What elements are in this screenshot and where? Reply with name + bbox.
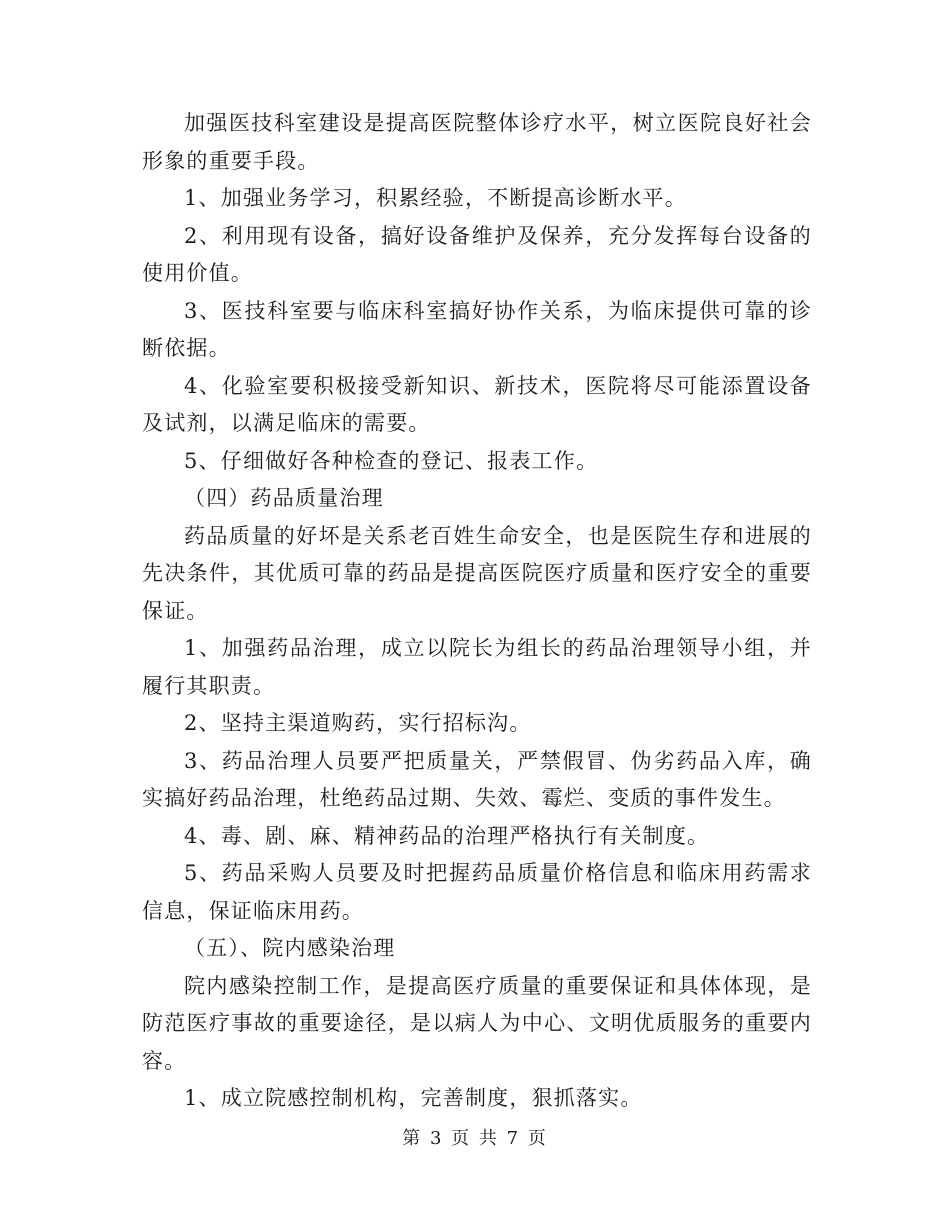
section-heading-5: （五）、院内感染治理	[184, 936, 396, 960]
list-item-2: 2、利用现有设备，搞好设备维护及保养，充分发挥每台设备的使用价值。	[142, 223, 812, 285]
paragraph-infection-control: 院内感染控制工作，是提高医疗质量的重要保证和具体体现，是防范医疗事故的重要途径，是以病人为中心、文明优质服务的重要内容。	[142, 973, 812, 1073]
list-item-2: 2、坚持主渠道购药，实行招标沟。	[184, 711, 532, 735]
list-item-5: 5、仔细做好各种检查的登记、报表工作。	[184, 448, 599, 473]
list-item-4: 4、化验室要积极接受新知识、新技术，医院将尽可能添置设备及试剂，以满足临床的需要。	[142, 373, 812, 435]
document-body	[142, 105, 812, 1118]
list-item-1: 1、加强药品治理，成立以院长为组长的药品治理领导小组，并履行其职责。	[142, 636, 812, 698]
list-item-1: 1、成立院感控制机构，完善制度，狠抓落实。	[184, 1086, 643, 1110]
list-item-4: 4、毒、剧、麻、精神药品的治理严格执行有关制度。	[184, 823, 710, 848]
paragraph-intro: 加强医技科室建设是提高医院整体诊疗水平，树立医院良好社会形象的重要手段。	[142, 111, 812, 173]
section-heading-4: （四）药品质量治理	[184, 486, 384, 510]
list-item-5: 5、药品采购人员要及时把握药品质量价格信息和临床用药需求信息，保证临床用药。	[142, 861, 812, 923]
page-number-footer: 第 3 页 共 7 页	[402, 1128, 548, 1149]
paragraph-drug-quality: 药品质量的好坏是关系老百姓生命安全，也是医院生存和进展的先决条件，其优质可靠的药品是提高医院医疗质量和医疗安全的重要保证。	[142, 523, 812, 623]
list-item-3: 3、医技科室要与临床科室搞好协作关系，为临床提供可靠的诊断依据。	[142, 298, 812, 360]
list-item-3: 3、药品治理人员要严把质量关，严禁假冒、伪劣药品入库，确实搞好药品治理，杜绝药品过期、失效、霉烂、变质的事件发生。	[142, 748, 812, 810]
list-item-1: 1、加强业务学习，积累经验，不断提高诊断水平。	[184, 186, 687, 210]
